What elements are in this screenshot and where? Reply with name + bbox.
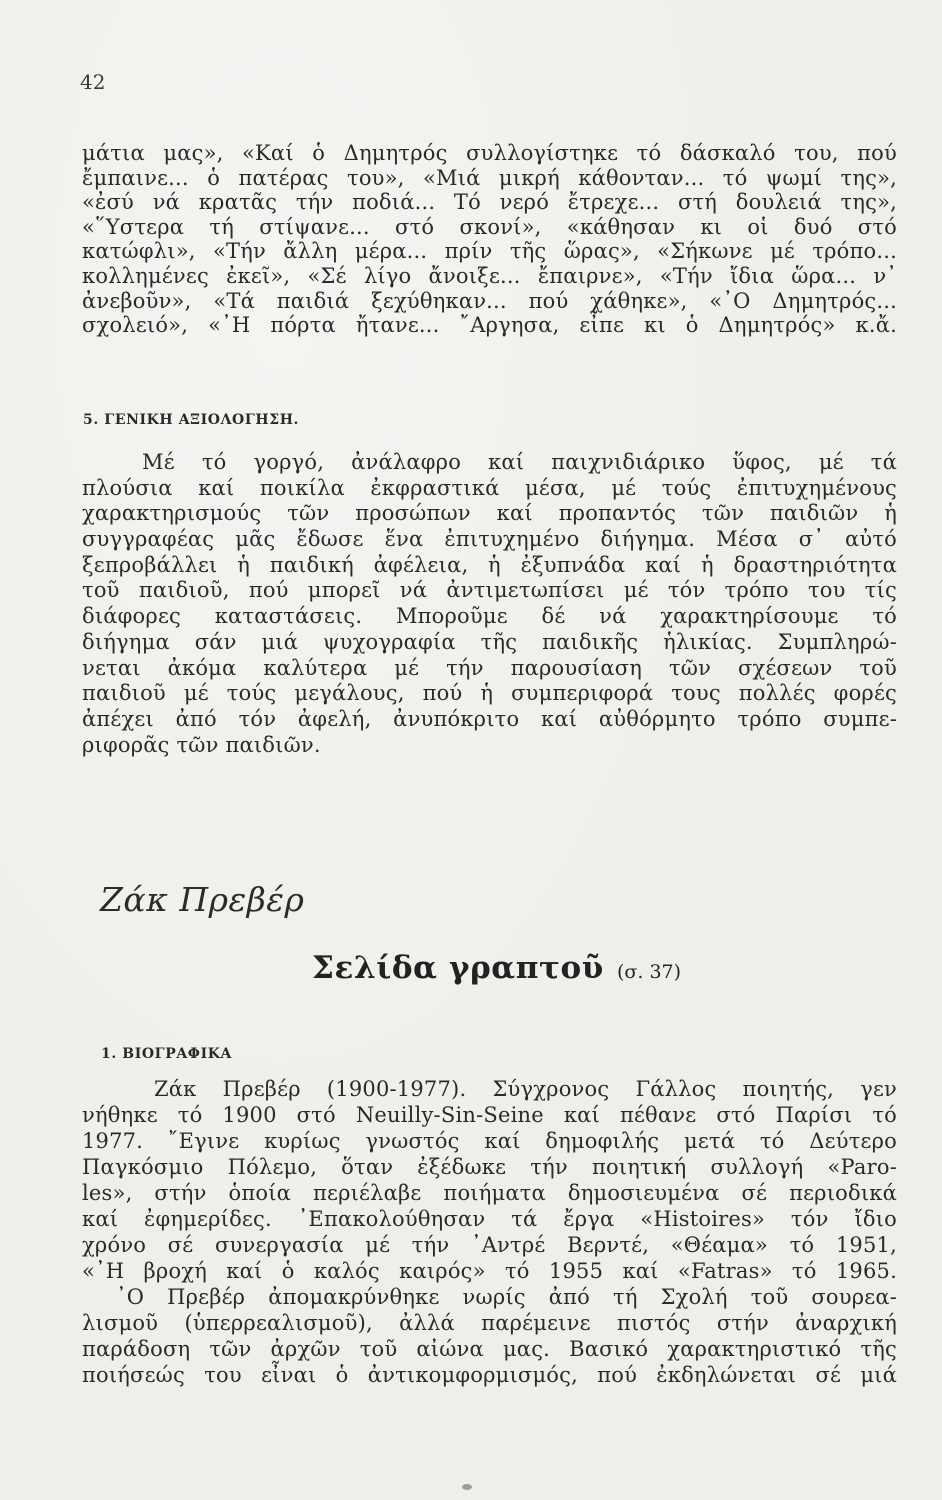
text-line: συγγραφέας μᾶς ἔδωσε ἕνα ἐπιτυχημένο διήγημα. Μέσα σ᾽ αὐτό xyxy=(82,527,897,552)
text-line: καί ἐφημερίδες. ᾽Επακολούθησαν τά ἔργα «Histoires» τόν ἴδιο xyxy=(82,1207,897,1231)
text-line: ᾽Ο Πρεβέρ ἀπομακρύνθηκε νωρίς ἀπό τή Σχολή τοῦ σουρεα- xyxy=(116,1285,897,1309)
section-heading-general-evaluation: 5. ΓΕΝΙΚΗ ΑΞΙΟΛΟΓΗΣΗ. xyxy=(83,412,299,428)
poem-heading xyxy=(312,950,681,986)
text-line: τοῦ παιδιοῦ, πού μπορεῖ νά ἀντιμετωπίσει μέ τόν τρόπο του τίς xyxy=(82,578,897,603)
text-line: διάφορες καταστάσεις. Μποροῦμε δέ νά χαρακτηρίσουμε τό xyxy=(82,604,897,629)
text-line: χαρακτηρισμούς τῶν προσώπων καί προπαντός τῶν παιδιῶν ἡ xyxy=(82,501,897,526)
text-line: κολλημένες ἐκεῖ», «Σέ λίγο ἄνοιξε... ἔπαιρνε», «Τήν ἴδια ὥρα... ν᾽ xyxy=(82,263,897,288)
paragraph-examples xyxy=(82,141,897,338)
page-number: 42 xyxy=(80,70,106,94)
text-line: κατώφλι», «Τήν ἄλλη μέρα... πρίν τῆς ὥρας», «Σήκωνε μέ τρόπο... xyxy=(82,239,897,264)
text-line: «ἐσύ νά κρατᾶς τήν ποδιά... Τό νερό ἔτρεχε... στή δουλειά της», xyxy=(82,190,897,215)
text-line: ξεπροβάλλει ἡ παιδική ἀφέλεια, ἡ ἐξυπνάδα καί ἡ δραστηριότητα xyxy=(82,552,897,577)
text-line: διήγημα σάν μιά ψυχογραφία τῆς παιδικῆς ἡλικίας. Συμπληρώ- xyxy=(82,629,897,654)
text-line: παράδοση τῶν ἀρχῶν τοῦ αἰώνα μας. Βασικό χαρακτηριστικό τῆς xyxy=(82,1337,897,1361)
poem-title: Σελίδα γραπτοῦ xyxy=(312,950,604,986)
text-line: ποιήσεώς του εἶναι ὁ ἀντικομφορμισμός, πού ἐκδηλώνεται σέ μιά xyxy=(82,1363,897,1387)
poem-page-reference: (σ. 37) xyxy=(617,961,682,983)
paragraph-biography xyxy=(82,1076,897,1388)
text-line: νεται ἀκόμα καλύτερα μέ τήν παρουσίαση τῶν σχέσεων τοῦ xyxy=(82,655,897,680)
text-line: Ζάκ Πρεβέρ (1900-1977). Σύγχρονος Γάλλος ποιητής, γεν xyxy=(154,1077,897,1101)
text-line: «᾽Η βροχή καί ὁ καλός καιρός» τό 1955 καί «Fatras» τό 1965. xyxy=(82,1259,897,1283)
text-line: παιδιοῦ μέ τούς μεγάλους, πού ἡ συμπεριφορά τους πολλές φορές xyxy=(82,681,897,706)
text-line: μάτια μας», «Καί ὁ Δημητρός συλλογίστηκε τό δάσκαλό του, πού xyxy=(82,141,897,165)
paragraph-general-evaluation xyxy=(82,450,897,758)
ink-speck xyxy=(462,1484,472,1490)
text-line: Παγκόσμιο Πόλεμο, ὅταν ἐξέδωκε τήν ποιητική συλλογή «Paro- xyxy=(82,1155,897,1179)
text-line: 1977. ῎Εγινε κυρίως γνωστός καί δημοφιλής μετά τό Δεύτερο xyxy=(82,1129,897,1153)
text-line: πλούσια καί ποικίλα ἐκφραστικά μέσα, μέ τούς ἐπιτυχημένους xyxy=(82,475,897,500)
text-line: ἔμπαινε... ὁ πατέρας του», «Μιά μικρή κάθονταν... τό ψωμί της», xyxy=(82,165,897,190)
text-line: λισμοῦ (ὑπερρεαλισμοῦ), ἀλλά παρέμεινε πιστός στήν ἀναρχική xyxy=(82,1311,897,1335)
text-line: χρόνο σέ συνεργασία μέ τήν ᾽Αντρέ Βερντέ, «Θέαμα» τό 1951, xyxy=(82,1233,897,1257)
text-line: ριφορᾶς τῶν παιδιῶν. xyxy=(82,732,321,757)
text-line: les», στήν ὁποία περιέλαβε ποιήματα δημοσιευμένα σέ περιοδικά xyxy=(82,1181,897,1205)
text-line: ἀπέχει ἀπό τόν ἀφελή, ἀνυπόκριτο καί αὐθόρμητο τρόπο συμπε- xyxy=(82,706,897,731)
text-line: νήθηκε τό 1900 στό Neuilly-Sin-Seine καί πέθανε στό Παρίσι τό xyxy=(82,1103,897,1127)
text-line: «῞Υστερα τή στίψανε... στό σκονί», «κάθησαν κι οἱ δυό στό xyxy=(82,214,897,239)
text-line: Μέ τό γοργό, ἀνάλαφρο καί παιχνιδιάρικο ὕφος, μέ τά xyxy=(142,450,897,474)
section-heading-biography: 1. ΒΙΟΓΡΑΦΙΚΑ xyxy=(101,1046,232,1062)
text-line: σχολειό», «᾽Η πόρτα ἤτανε... ῎Αργησα, εἶπε κι ὁ Δημητρός» κ.ἄ. xyxy=(82,313,897,338)
text-line: ἀνεβοῦν», «Τά παιδιά ξεχύθηκαν... πού χάθηκε», «᾽Ο Δημητρός... xyxy=(82,288,897,313)
author-title: Ζάκ Πρεβέρ xyxy=(100,880,305,919)
